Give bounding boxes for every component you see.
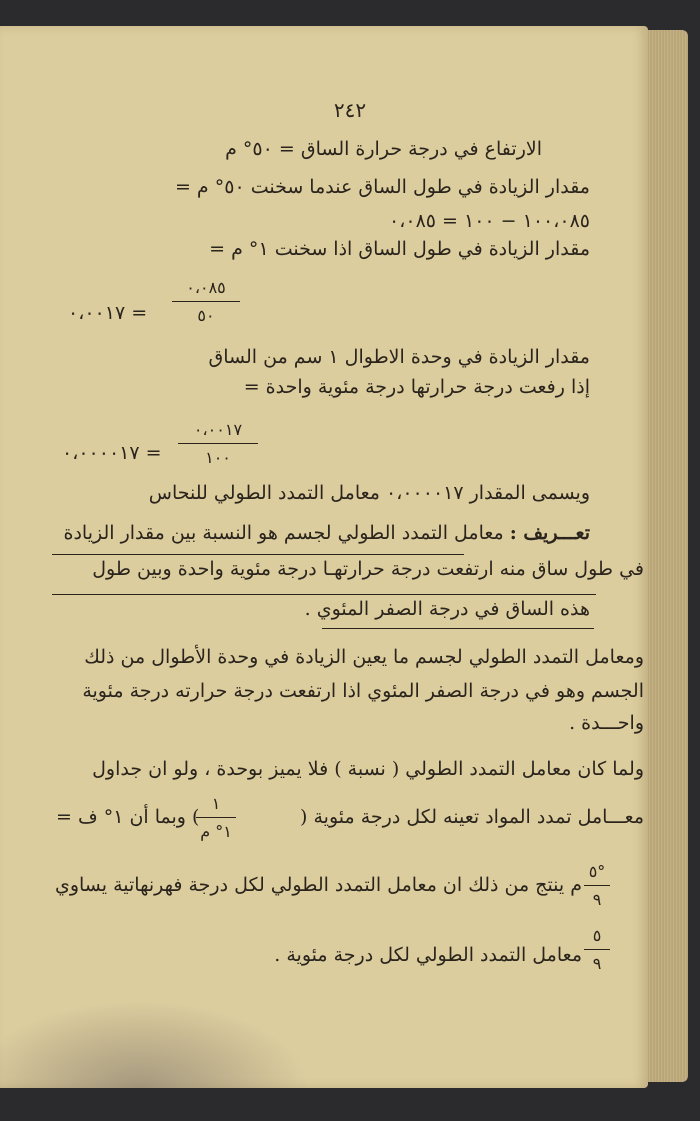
line-temperature-rise: الارتفاع في درجة حرارة الساق = ٥٠° م <box>225 138 542 160</box>
line-raise-one-degree: إذا رفعت درجة حرارتها درجة مئوية واحدة = <box>243 376 590 398</box>
fraction-2 <box>178 420 258 467</box>
fraction-5-numerator: ٥ <box>592 926 602 945</box>
fraction-4 <box>584 862 610 909</box>
fraction-3-numerator: ١ <box>211 794 221 813</box>
fraction-1-numerator: ٠،٠٨٥ <box>186 278 226 297</box>
fraction-3-bar <box>196 817 236 818</box>
fraction-3 <box>196 794 236 841</box>
fraction-1-result: = ٠،٠٠١٧ <box>68 302 148 324</box>
fraction-2-bar <box>178 443 258 444</box>
underline-3 <box>322 628 594 629</box>
definition-label: تعـــريف : <box>509 522 590 544</box>
line-subtraction: ١٠٠،٠٨٥ − ١٠٠ = ٠،٠٨٥ <box>389 210 590 232</box>
line-increase-1: مقدار الزيادة في طول الساق اذا سخنت ١° م = <box>209 238 590 260</box>
underline-1 <box>52 554 464 555</box>
definition-text-1: معامل التمدد الطولي لجسم هو النسبة بين مقدار الزيادة <box>63 522 504 544</box>
definition-line-2: في طول ساق منه ارتفعت درجة حرارتهـا درجة مئوية واحدة وبين طول <box>92 558 644 580</box>
paragraph-2-line-4: معامل التمدد الطولي لكل درجة مئوية . <box>274 944 582 966</box>
paragraph-1-line-3: واحـــدة . <box>569 712 644 734</box>
page-edge <box>646 30 688 1082</box>
line-increase-50: مقدار الزيادة في طول الساق عندما سخنت ٥٠° م = <box>174 176 590 198</box>
fraction-4-denominator: ٩ <box>592 890 602 909</box>
fraction-1-denominator: ٥٠ <box>197 306 215 325</box>
fraction-5 <box>584 926 610 973</box>
definition-line-3: هذه الساق في درجة الصفر المئوي . <box>304 598 590 620</box>
definition-line-1 <box>63 522 590 544</box>
fraction-1 <box>172 278 240 325</box>
fraction-2-denominator: ١٠٠ <box>205 448 231 467</box>
paragraph-2-line-2a: معـــامل تمدد المواد تعينه لكل درجة مئوية ( <box>300 806 644 828</box>
fraction-5-bar <box>584 949 610 950</box>
fraction-4-numerator: ٥° <box>588 862 606 881</box>
paragraph-2-line-1: ولما كان معامل التمدد الطولي ( نسبة ) فلا يميز بوحدة ، ولو ان جداول <box>92 758 644 780</box>
fraction-3-denominator: ١° م <box>200 822 232 841</box>
line-coefficient-copper: ويسمى المقدار ٠،٠٠٠٠١٧ معامل التمدد الطولي للنحاس <box>148 482 590 504</box>
paragraph-2-line-2b: ) وبما أن ١° ف = <box>56 806 200 828</box>
page-number: ٢٤٢ <box>333 98 367 122</box>
page-stain <box>0 1000 310 1088</box>
paragraph-1-line-1: ومعامل التمدد الطولي لجسم ما يعين الزيادة في وحدة الأطوال من ذلك <box>84 646 644 668</box>
underline-2 <box>52 594 596 595</box>
fraction-1-bar <box>172 301 240 302</box>
fraction-2-numerator: ٠،٠٠١٧ <box>193 420 243 439</box>
paragraph-1-line-2: الجسم وهو في درجة الصفر المئوي اذا ارتفعت درجة حرارته درجة مئوية <box>82 680 644 702</box>
paragraph-2-line-3: م ينتج من ذلك ان معامل التمدد الطولي لكل درجة فهرنهاتية يساوي <box>54 874 582 896</box>
line-unit-length: مقدار الزيادة في وحدة الاطوال ١ سم من الساق <box>208 346 590 368</box>
fraction-2-result: = ٠،٠٠٠٠١٧ <box>62 442 162 464</box>
fraction-4-bar <box>584 885 610 886</box>
fraction-5-denominator: ٩ <box>592 954 602 973</box>
